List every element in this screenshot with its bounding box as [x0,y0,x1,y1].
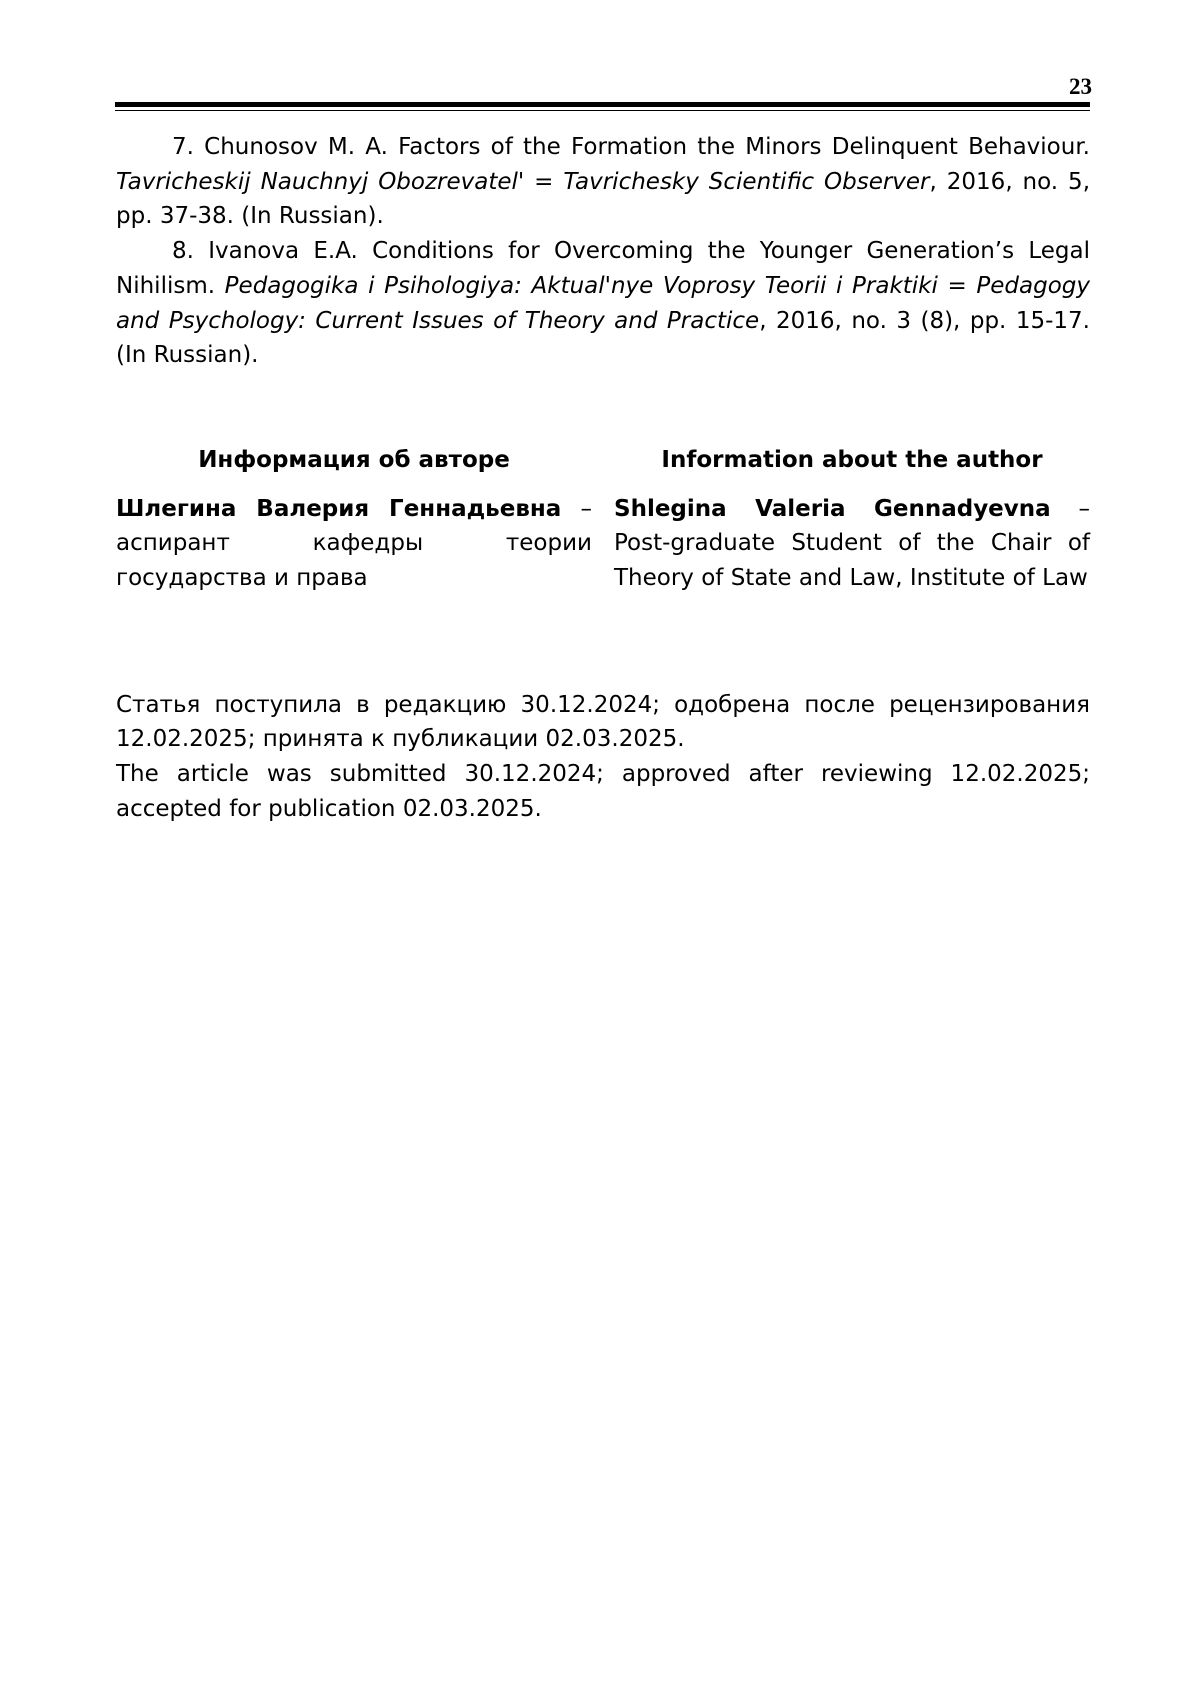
author-info-en [614,443,1090,596]
author-heading-en: Information about the author [661,446,1043,473]
reference-tail: , 2016, no. 5, pp. 37-38. (In Russian). [116,168,1090,230]
article-dates [116,688,1090,827]
author-text-ru [116,492,592,596]
author-info-block [116,443,1090,596]
reference-journal: Tavricheskij Nauchnyj Obozrevatel' = Tavrichesky Scientific Observer [116,168,930,195]
reference-lead: Ivanova E.A. Conditions for Overcoming the Younger Generation’s Legal Nihilism. [116,238,1091,299]
author-heading-ru: Информация об авторе [198,446,510,473]
author-name-en: Shlegina Valeria Gennadyevna [614,495,1051,522]
author-name-ru: Шлегина Валерия Геннадьевна [116,495,562,522]
author-description-ru: – аспирант кафедры теории государства и права [116,495,592,592]
reference-item-7 [116,130,1090,234]
author-description-en: – Post-graduate Student of the Chair of Theory of State and Law, Institute of Law [614,495,1090,592]
article-dates-ru: Статья поступила в редакцию 30.12.2024; одобрена после рецензирования 12.02.2025; принята к публикации 02.03.2025. [116,691,1090,753]
reference-number: 8. [172,238,194,265]
reference-item-8 [116,234,1090,373]
header-rule [115,102,1090,107]
reference-tail: , 2016, no. 3 (8), pp. 15-17. (In Russian). [116,307,1090,369]
page-content [116,130,1090,827]
author-info-ru [116,443,592,596]
reference-number: 7. [172,134,194,160]
reference-lead: Chunosov M. A. Factors of the Formation the Minors Delinquent Behaviour. [204,134,1090,160]
article-dates-en: The article was submitted 30.12.2024; approved after reviewing 12.02.2025; accepted for publication 02.03.2025. [116,761,1090,822]
reference-journal: Pedagogika i Psihologiya: Aktual'nye Voprosy Teorii i Praktiki = Pedagogy and Psychology: Current Issues of Theory and Practice [116,272,1091,334]
page-number: 23 [1069,74,1092,99]
author-text-en [614,492,1090,596]
